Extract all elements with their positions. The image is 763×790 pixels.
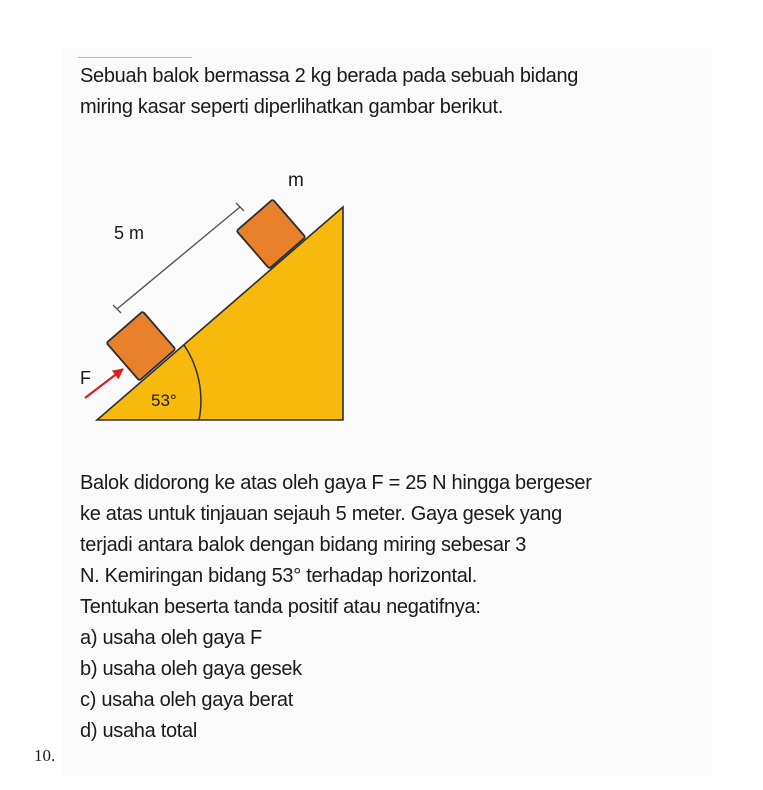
body-line-4: N. Kemiringan bidang 53° terhadap horizontal. xyxy=(80,565,477,587)
body-line-1: Balok didorong ke atas oleh gaya F = 25 N hingga bergeser xyxy=(80,472,592,494)
force-label: F xyxy=(80,368,91,388)
top-divider xyxy=(78,57,192,58)
intro-line-2: miring kasar seperti diperlihatkan gambar berikut. xyxy=(80,96,503,118)
task-instruction: Tentukan beserta tanda positif atau negatifnya: xyxy=(80,596,481,618)
mass-label: m xyxy=(288,170,304,191)
problem-intro xyxy=(80,61,710,123)
body-line-2: ke atas untuk tinjauan sejauh 5 meter. Gaya gesek yang xyxy=(80,503,562,525)
question-number: 10. xyxy=(34,746,56,765)
task-item-d: d) usaha total xyxy=(80,720,197,742)
intro-line-1: Sebuah balok bermassa 2 kg berada pada sebuah bidang xyxy=(80,65,579,87)
inclined-plane-figure xyxy=(76,162,366,432)
distance-label: 5 m xyxy=(114,223,145,243)
problem-body xyxy=(80,468,720,747)
task-item-b: b) usaha oleh gaya gesek xyxy=(80,658,302,680)
angle-label: 53° xyxy=(151,391,177,410)
task-item-c: c) usaha oleh gaya berat xyxy=(80,689,293,711)
task-item-a: a) usaha oleh gaya F xyxy=(80,627,262,649)
body-line-3: terjadi antara balok dengan bidang miring sebesar 3 xyxy=(80,534,527,556)
